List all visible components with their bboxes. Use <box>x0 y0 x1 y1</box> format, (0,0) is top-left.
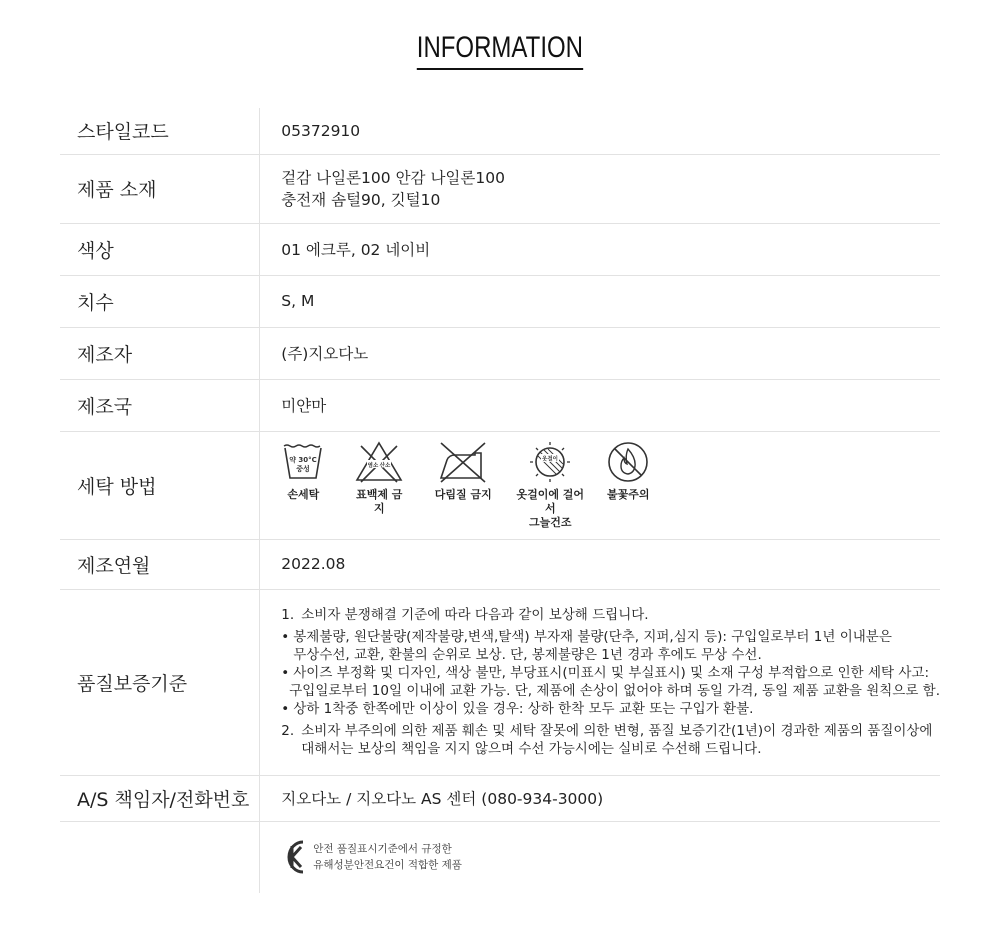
row-label: 제조국 <box>60 379 260 431</box>
no-bleach-chlorine: 염소 <box>367 463 379 469</box>
quality-b2a: 사이즈 부정확 및 디자인, 색상 불만, 부당표시(미표시 및 부실표시) 및 소재 구성 부적합으로 인한 세탁 사고: <box>293 665 930 681</box>
no-bleach-oxygen: 산소 <box>379 463 391 469</box>
care-label: 불꽃주의 <box>607 488 650 501</box>
flame-caution-icon <box>606 440 650 484</box>
care-item <box>351 440 407 516</box>
table-row <box>60 154 940 223</box>
care-item <box>433 440 493 502</box>
table-row <box>60 379 940 431</box>
care-item <box>603 440 653 502</box>
row-label: 제품 소재 <box>60 154 260 223</box>
care-label: 표백제 금지 <box>356 488 403 515</box>
hand-wash-temp: 약 30°C <box>289 456 318 464</box>
quality-p2b: 대해서는 보상의 책임을 지지 않으며 수선 가능시에는 실비로 수선해 드립니다. <box>301 741 762 757</box>
hang-dry-inner: 옷걸이 <box>542 456 559 463</box>
row-label: 색상 <box>60 223 260 275</box>
date-value: 2022.08 <box>260 539 940 589</box>
style-code-value: 05372910 <box>260 108 940 154</box>
kc-mark-icon <box>281 838 307 876</box>
country-value: 미얀마 <box>260 379 940 431</box>
quality-b3: 상하 1착중 한쪽에만 이상이 있을 경우: 상하 한착 모두 교환 또는 구입가 환불. <box>293 701 754 717</box>
quality-p2a: 소비자 부주의에 의한 제품 훼손 및 세탁 잘못에 의한 변형, 품질 보증기간(1년)이 경과한 제품의 품질이상에 <box>301 723 933 739</box>
care-item <box>281 440 325 502</box>
table-row <box>60 431 940 539</box>
quality-text: 1. 소비자 분쟁해결 기준에 따라 다음과 같이 보상해 드립니다. • 봉제불량, 원단불량(제작불량,변색,탈색) 부자재 불량(단추, 지퍼,심지 등): 구입일로부터 1년 이내분은 무상수선, 교환, 환불의 순위로 보상. 단, 봉제불량은 1년 경과 후에도 무상 수선. • 사이즈 부정확 및 디자인, 색상 불만, 부당표시(미표시 및 부실표시) 및 소재 구성 부적합으로 인한 세탁 사고: 구입일로부터 10일 이내에 교환 가능. 단, 제품에 손상이 없어야 하며 동일 가격, 동일 제품 교환을 원칙으로 함. • 상하 1착중 한쪽에만 이상이 있을 경우: 상하 한착 모두 교환 또는 구입가 환불. 2. 소비자 부주의에 의한 제품 훼손 및 세탁 잘못에 의한 변형, 품질 보증기간(1년)이 경과한 제품의 품질이상에 대해서는 보상의 책임을 지지 않으며 수선 가능시에는 실비로 수선해 드립니다. <box>281 607 940 757</box>
material-line-1: 겉감 나일론100 안감 나일론100 <box>281 168 505 187</box>
care-item <box>511 440 589 530</box>
table-row <box>60 327 940 379</box>
material-line-2: 충전재 솜털90, 깃털10 <box>281 190 441 209</box>
table-row <box>60 775 940 821</box>
care-label: 손세탁 <box>287 488 320 501</box>
quality-p1: 소비자 분쟁해결 기준에 따라 다음과 같이 보상해 드립니다. <box>301 607 649 623</box>
row-label: 스타일코드 <box>60 108 260 154</box>
kc-certification <box>281 838 940 876</box>
row-label: 치수 <box>60 275 260 327</box>
care-icons <box>281 440 940 530</box>
care-label: 그늘건조 <box>529 516 572 529</box>
table-row <box>60 539 940 589</box>
care-label: 옷걸이에 걸어서 <box>516 488 585 515</box>
quality-b1b: 무상수선, 교환, 환불의 순위로 보상. 단, 봉제불량은 1년 경과 후에도 무상 수선. <box>293 647 762 663</box>
hand-wash-detergent: 중성 <box>296 465 311 473</box>
as-value: 지오다노 / 지오다노 AS 센터 (080-934-3000) <box>260 775 940 821</box>
row-label: 세탁 방법 <box>60 431 260 539</box>
info-table <box>60 108 940 893</box>
page-title: INFORMATION <box>0 28 1000 70</box>
hand-wash-icon <box>281 440 325 484</box>
maker-value: (주)지오다노 <box>260 327 940 379</box>
quality-b2b: 구입일로부터 10일 이내에 교환 가능. 단, 제품에 손상이 없어야 하며 동일 가격, 동일 제품 교환을 원칙으로 함. <box>289 683 940 699</box>
hang-dry-shade-icon <box>528 440 572 484</box>
quality-b1a: 봉제불량, 원단불량(제작불량,변색,탈색) 부자재 불량(단추, 지퍼,심지 등): 구입일로부터 1년 이내분은 <box>293 629 892 645</box>
color-value: 01 에크루, 02 네이비 <box>260 223 940 275</box>
kc-line-1: 안전 품질표시기준에서 규정한 <box>313 843 452 856</box>
row-label: 품질보증기준 <box>60 589 260 775</box>
table-row <box>60 589 940 775</box>
row-label: 제조연월 <box>60 539 260 589</box>
row-label-empty <box>60 821 260 893</box>
care-label: 다림질 금지 <box>434 488 492 501</box>
no-bleach-icon <box>351 440 407 484</box>
table-row <box>60 821 940 893</box>
table-row <box>60 223 940 275</box>
kc-line-2: 유해성분안전요건이 적합한 제품 <box>313 859 462 872</box>
size-value: S, M <box>260 275 940 327</box>
row-label: A/S 책임자/전화번호 <box>60 775 260 821</box>
row-label: 제조자 <box>60 327 260 379</box>
table-row <box>60 108 940 154</box>
no-iron-icon <box>433 440 493 484</box>
table-row <box>60 275 940 327</box>
